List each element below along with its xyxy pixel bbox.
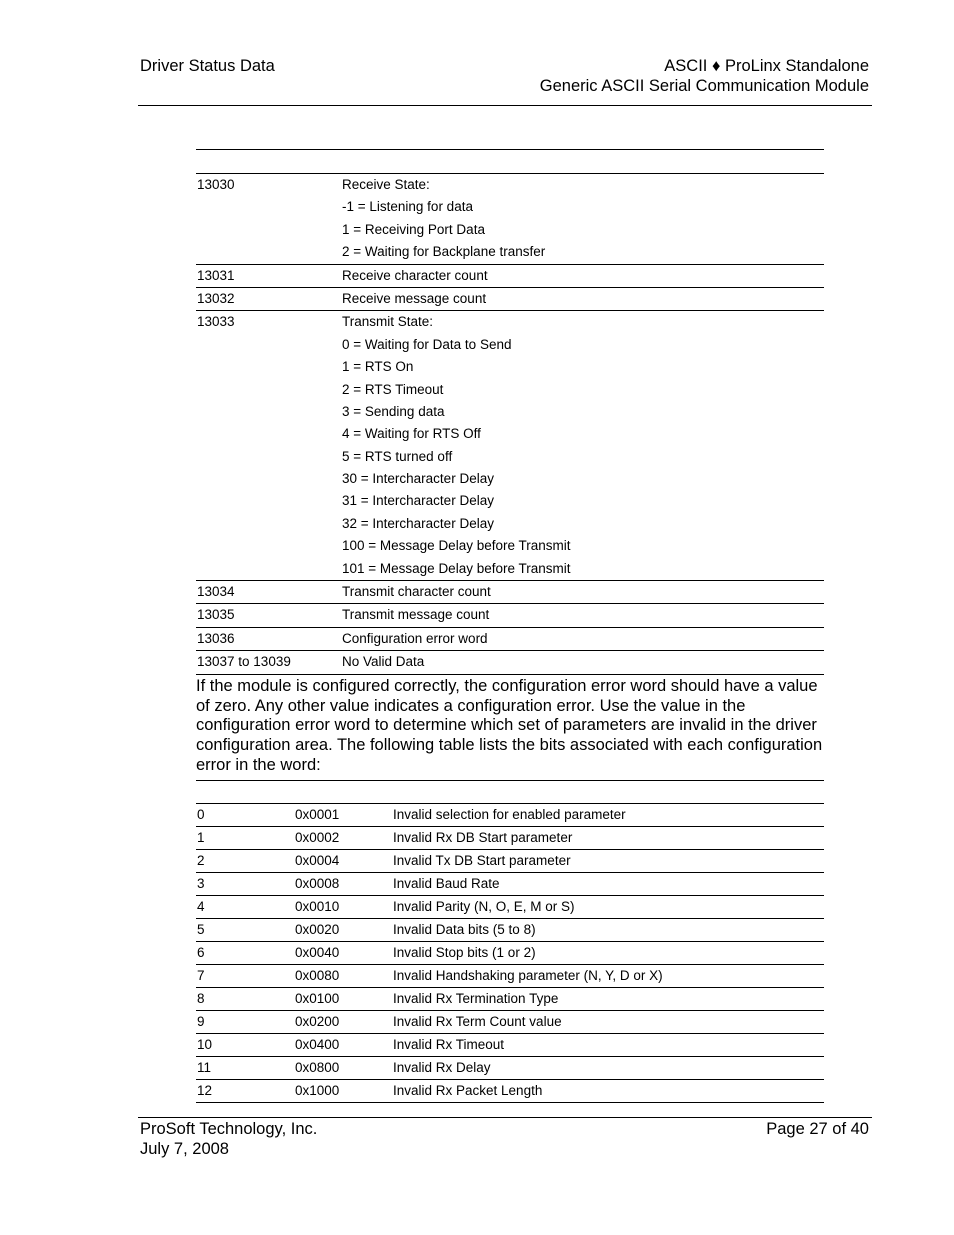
bit-cell: 8 (197, 991, 205, 1006)
error-table-row (196, 987, 824, 1010)
register-cell: 13035 (197, 607, 235, 623)
hex-cell: 0x0020 (295, 922, 340, 937)
bit-cell: 12 (197, 1083, 213, 1098)
bit-cell: 11 (197, 1060, 212, 1075)
status-table (196, 173, 824, 675)
description-line: Receive character count (342, 267, 488, 283)
description-line: 2 = Waiting for Backplane transfer (342, 244, 546, 260)
description-cell (342, 628, 824, 650)
error-table-row (196, 1010, 824, 1033)
bit-cell: 1 (197, 830, 205, 845)
description-line: 3 = Sending data (342, 403, 445, 419)
error-table-row (196, 1033, 824, 1056)
error-description-cell: Invalid Stop bits (1 or 2) (393, 945, 536, 960)
hex-cell: 0x0008 (295, 876, 340, 891)
status-table-row (196, 173, 824, 264)
error-description-cell: Invalid Rx Delay (393, 1060, 491, 1075)
bit-cell: 7 (197, 968, 205, 983)
description-line: 100 = Message Delay before Transmit (342, 538, 571, 554)
header-divider (138, 105, 872, 106)
error-description-cell: Invalid Rx Term Count value (393, 1014, 562, 1029)
description-line: 101 = Message Delay before Transmit (342, 560, 571, 576)
description-line: No Valid Data (342, 654, 425, 670)
error-description-cell: Invalid Rx Packet Length (393, 1083, 543, 1098)
status-table-row (196, 310, 824, 580)
description-line: 1 = Receiving Port Data (342, 221, 485, 237)
header-product (540, 57, 869, 96)
bit-cell: 10 (197, 1037, 213, 1052)
header-product-line1: ASCII ♦ ProLinx Standalone (664, 57, 869, 75)
bit-cell: 5 (197, 922, 205, 937)
description-line: Transmit character count (342, 584, 491, 600)
hex-cell: 0x0040 (295, 945, 340, 960)
error-table-row (196, 941, 824, 964)
error-table-row (196, 826, 824, 849)
bit-cell: 4 (197, 899, 205, 914)
error-table-row (196, 849, 824, 872)
description-line: Receive message count (342, 290, 487, 306)
description-cell (342, 651, 824, 673)
description-cell (342, 288, 824, 310)
bit-cell: 0 (197, 807, 205, 822)
description-line: Receive State: (342, 177, 430, 192)
register-cell: 13033 (197, 314, 235, 330)
description-line: Transmit message count (342, 607, 490, 623)
description-cell (342, 581, 824, 603)
status-table-row (196, 287, 824, 310)
hex-cell: 0x1000 (295, 1083, 340, 1098)
error-table-row (196, 964, 824, 987)
status-table-top-rule (196, 149, 824, 150)
status-table-row (196, 264, 824, 287)
hex-cell: 0x0400 (295, 1037, 340, 1052)
error-table-row (196, 803, 824, 826)
bit-cell: 2 (197, 853, 205, 868)
error-description-cell: Invalid Rx DB Start parameter (393, 830, 573, 845)
footer-company: ProSoft Technology, Inc. (140, 1120, 318, 1138)
description-line: 2 = RTS Timeout (342, 381, 444, 397)
error-description-cell: Invalid selection for enabled parameter (393, 807, 626, 822)
status-table-row (196, 650, 824, 673)
error-table-row (196, 1056, 824, 1079)
footer-divider (138, 1117, 872, 1118)
bit-cell: 9 (197, 1014, 205, 1029)
error-table-row (196, 1079, 824, 1103)
status-table-row (196, 627, 824, 650)
description-line: 31 = Intercharacter Delay (342, 493, 494, 509)
footer-page-number: Page 27 of 40 (766, 1120, 869, 1138)
status-table-row (196, 580, 824, 603)
register-cell: 13037 to 13039 (197, 654, 291, 670)
register-cell: 13032 (197, 290, 235, 306)
hex-cell: 0x0800 (295, 1060, 340, 1075)
description-line: 5 = RTS turned off (342, 448, 453, 464)
error-table-row (196, 895, 824, 918)
hex-cell: 0x0080 (295, 968, 340, 983)
error-description-cell: Invalid Baud Rate (393, 876, 500, 891)
error-table-row (196, 872, 824, 895)
description-line: 30 = Intercharacter Delay (342, 471, 494, 487)
description-line: 0 = Waiting for Data to Send (342, 336, 512, 352)
description-line: -1 = Listening for data (342, 199, 473, 215)
description-line: Configuration error word (342, 630, 488, 646)
status-table-row (196, 603, 824, 626)
register-cell: 13034 (197, 584, 235, 600)
description-cell (342, 265, 824, 287)
error-description-cell: Invalid Handshaking parameter (N, Y, D or X) (393, 968, 663, 983)
description-cell (342, 174, 824, 264)
register-cell: 13030 (197, 177, 235, 192)
bit-cell: 3 (197, 876, 205, 891)
hex-cell: 0x0100 (295, 991, 340, 1006)
error-description-cell: Invalid Tx DB Start parameter (393, 853, 571, 868)
footer-left (140, 1120, 317, 1159)
header-product-line2: Generic ASCII Serial Communication Module (539, 76, 869, 95)
hex-cell: 0x0010 (295, 899, 340, 914)
description-line: 32 = Intercharacter Delay (342, 515, 494, 531)
hex-cell: 0x0002 (295, 830, 340, 845)
status-table-bottom-rule (196, 674, 824, 675)
error-table-row (196, 918, 824, 941)
body-paragraph: If the module is configured correctly, the configuration error word should have a value of zero. Any other value indicates a configuration error. Use the value in the configuration error word to determine which set of parameters are invalid in the driver configuration area. The following table lists the bits associated with each configuration error in the word: (196, 677, 823, 774)
error-description-cell: Invalid Data bits (5 to 8) (393, 922, 536, 937)
error-table-top-rule (196, 780, 824, 781)
hex-cell: 0x0004 (295, 853, 340, 868)
description-line: 1 = RTS On (342, 359, 414, 375)
error-description-cell: Invalid Parity (N, O, E, M or S) (393, 899, 575, 914)
hex-cell: 0x0200 (295, 1014, 340, 1029)
error-table (196, 803, 824, 1103)
description-cell (342, 604, 824, 626)
register-cell: 13031 (197, 267, 235, 283)
error-description-cell: Invalid Rx Termination Type (393, 991, 559, 1006)
description-line: 4 = Waiting for RTS Off (342, 426, 481, 442)
header-section-title: Driver Status Data (140, 57, 275, 75)
description-cell (342, 311, 824, 580)
description-line: Transmit State: (342, 314, 434, 330)
register-cell: 13036 (197, 630, 235, 646)
bit-cell: 6 (197, 945, 205, 960)
error-description-cell: Invalid Rx Timeout (393, 1037, 505, 1052)
footer-date: July 7, 2008 (140, 1139, 229, 1158)
hex-cell: 0x0001 (295, 807, 340, 822)
